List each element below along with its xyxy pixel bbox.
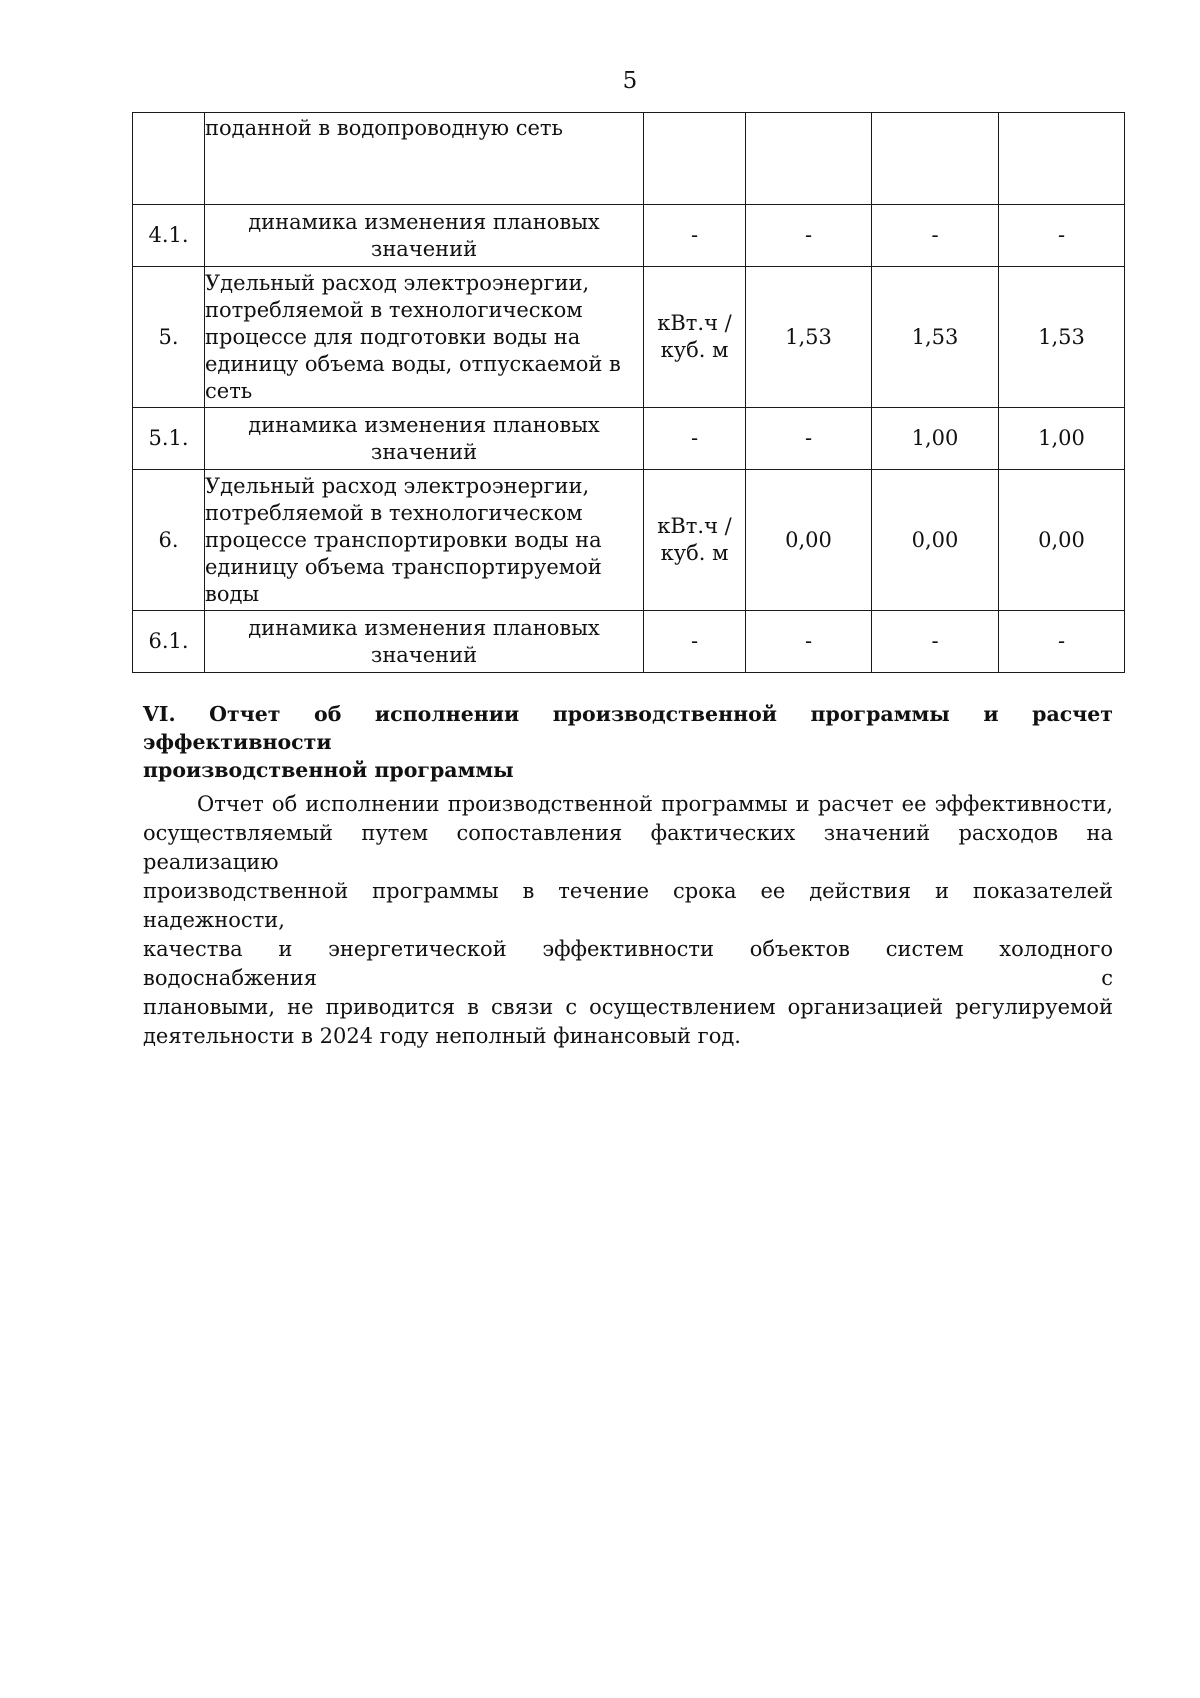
- table-row: [133, 267, 1125, 408]
- table-row: [133, 611, 1125, 673]
- indicator-name: Удельный расход электроэнергии, потребляемой в технологическом процессе для подготовки воды на единицу объема воды, отпускаемой в сеть: [205, 267, 644, 408]
- value-cell: -: [872, 611, 999, 673]
- paragraph-line: осуществляемый путем сопоставления фактических значений расходов на реализацию: [143, 821, 1113, 874]
- table-row: [133, 113, 1125, 205]
- page-number: 5: [622, 68, 638, 94]
- value-cell: -: [746, 205, 872, 267]
- value-cell: 1,00: [872, 408, 999, 470]
- indicators-table: [132, 112, 1125, 673]
- value-cell: 1,53: [746, 267, 872, 408]
- section-heading-line: производственной программы: [143, 758, 514, 782]
- indicator-name: динамика изменения плановых значений: [205, 611, 644, 673]
- indicator-name: Удельный расход электроэнергии, потребляемой в технологическом процессе транспортировки воды на единицу объема транспортируемой воды: [205, 470, 644, 611]
- paragraph-line: деятельности в 2024 году неполный финансовый год.: [143, 1024, 741, 1048]
- table-row: [133, 408, 1125, 470]
- value-cell: 1,53: [872, 267, 999, 408]
- value-cell: 1,00: [999, 408, 1125, 470]
- row-number: 4.1.: [133, 205, 205, 267]
- row-number: 6.1.: [133, 611, 205, 673]
- value-cell: [872, 113, 999, 205]
- indicator-name: динамика изменения плановых значений: [205, 205, 644, 267]
- value-cell: -: [746, 611, 872, 673]
- section-heading: [143, 700, 1113, 784]
- value-cell: -: [872, 205, 999, 267]
- value-cell: -: [999, 205, 1125, 267]
- unit-cell: -: [644, 205, 746, 267]
- table-row: [133, 205, 1125, 267]
- value-cell: 1,53: [999, 267, 1125, 408]
- indicator-name: поданной в водопроводную сеть: [205, 113, 644, 205]
- paragraph-line: производственной программы в течение срока ее действия и показателей надежности,: [143, 879, 1113, 932]
- row-number: [133, 113, 205, 205]
- report-paragraph: [143, 790, 1113, 1051]
- row-number: 5.: [133, 267, 205, 408]
- section-heading-line: VI. Отчет об исполнении производственной программы и расчет эффективности: [143, 702, 1113, 754]
- value-cell: 0,00: [746, 470, 872, 611]
- value-cell: -: [999, 611, 1125, 673]
- value-cell: [746, 113, 872, 205]
- value-cell: 0,00: [999, 470, 1125, 611]
- paragraph-line: качества и энергетической эффективности объектов систем холодного водоснабжения с: [143, 937, 1113, 990]
- indicator-name: динамика изменения плановых значений: [205, 408, 644, 470]
- table-row: [133, 470, 1125, 611]
- paragraph-line: Отчет об исполнении производственной программы и расчет ее эффективности,: [197, 792, 1113, 816]
- value-cell: 0,00: [872, 470, 999, 611]
- row-number: 5.1.: [133, 408, 205, 470]
- unit-cell: [644, 113, 746, 205]
- unit-cell: кВт.ч / куб. м: [644, 470, 746, 611]
- row-number: 6.: [133, 470, 205, 611]
- value-cell: [999, 113, 1125, 205]
- unit-cell: кВт.ч / куб. м: [644, 267, 746, 408]
- unit-cell: -: [644, 611, 746, 673]
- paragraph-line: плановыми, не приводится в связи с осуществлением организацией регулируемой: [143, 995, 1113, 1019]
- unit-cell: -: [644, 408, 746, 470]
- value-cell: -: [746, 408, 872, 470]
